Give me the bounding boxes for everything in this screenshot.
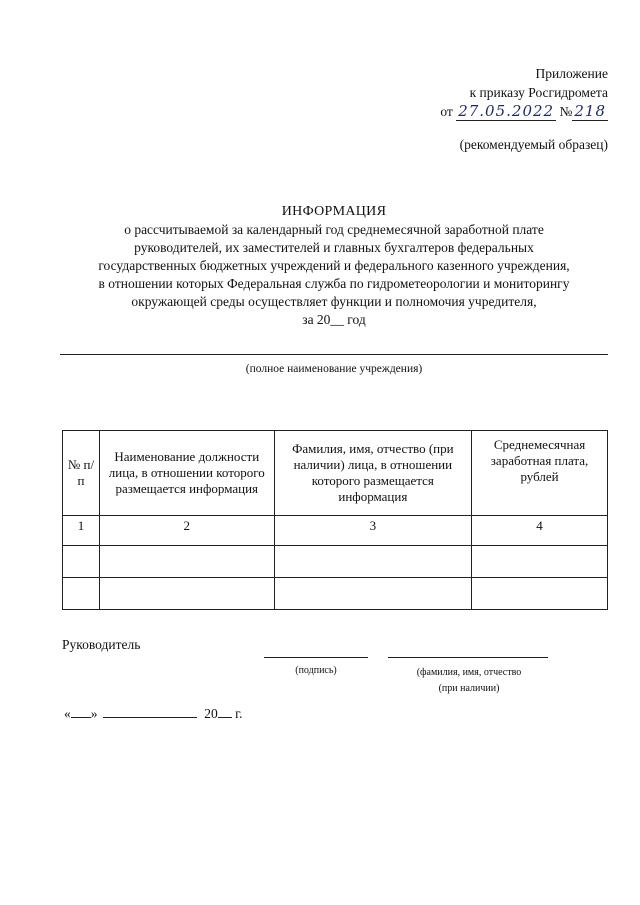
- table-cell: [472, 546, 608, 578]
- table-cell: [63, 546, 100, 578]
- title-line: в отношении которых Федеральная служба по гидрометеорологии и мониторингу: [98, 276, 570, 291]
- fullname-caption-line: (при наличии): [438, 683, 500, 694]
- day-blank: [71, 716, 91, 718]
- document-title: [60, 203, 608, 329]
- institution-name-line: [60, 354, 608, 355]
- appendix-title: Приложение: [535, 66, 608, 81]
- title-heading: ИНФОРМАЦИЯ: [281, 204, 387, 219]
- table-cell: 1: [63, 516, 100, 546]
- number-sign: №: [559, 104, 573, 119]
- date-prefix: от: [440, 104, 453, 119]
- table-cell: [274, 578, 472, 610]
- year-prefix: 20: [204, 706, 218, 721]
- table-row: [63, 578, 608, 610]
- table-cell: [63, 578, 100, 610]
- table-cell: [99, 546, 274, 578]
- fullname-line: [388, 657, 548, 658]
- title-year-line: за 20__ год: [302, 312, 366, 327]
- recommended-sample-note: (рекомендуемый образец): [459, 137, 608, 152]
- table-cell: 4: [472, 516, 608, 546]
- header-cell-position: Наименование должности лица, в отношении которого размещается информация: [99, 431, 274, 516]
- title-line: руководителей, их заместителей и главных бухгалтеров федеральных: [134, 240, 534, 255]
- header-cell-salary: Среднемесячная заработная плата, рублей: [472, 431, 608, 516]
- order-date-number: [440, 102, 608, 121]
- open-quote: «: [64, 706, 71, 721]
- title-line: о рассчитываемой за календарный год среднемесячной заработной плате: [124, 222, 544, 237]
- salary-table: [62, 430, 608, 610]
- month-blank: [103, 716, 197, 718]
- appendix-order-ref: к приказу Росгидромета: [469, 85, 608, 100]
- year-blank: [218, 716, 232, 718]
- title-line: государственных бюджетных учреждений и федерального казенного учреждения,: [98, 258, 570, 273]
- table-cell: 3: [274, 516, 472, 546]
- institution-caption: (полное наименование учреждения): [245, 363, 423, 375]
- table-header-row: [63, 431, 608, 516]
- signature-line: [264, 657, 368, 658]
- table-cell: [274, 546, 472, 578]
- table-row: [63, 546, 608, 578]
- table-cell: [99, 578, 274, 610]
- table-cell: [472, 578, 608, 610]
- handwritten-number: 218: [574, 102, 606, 120]
- title-line: окружающей среды осуществляет функции и полномочия учредителя,: [131, 294, 537, 309]
- handwritten-date: 27.05.2022: [458, 102, 555, 120]
- year-suffix: г.: [235, 706, 243, 721]
- fullname-caption: [395, 665, 543, 697]
- appendix-block: [440, 64, 608, 121]
- close-quote: »: [90, 706, 98, 721]
- table-numbering-row: [63, 516, 608, 546]
- fullname-caption-line: (фамилия, имя, отчество: [416, 667, 522, 678]
- signature-caption: (подпись): [295, 665, 337, 676]
- header-cell-number: № п/п: [63, 431, 100, 516]
- table-cell: 2: [99, 516, 274, 546]
- head-role-label: Руководитель: [62, 637, 141, 652]
- date-line: [64, 706, 243, 722]
- header-cell-fullname: Фамилия, имя, отчество (при наличии) лица, в отношении которого размещается информация: [274, 431, 472, 516]
